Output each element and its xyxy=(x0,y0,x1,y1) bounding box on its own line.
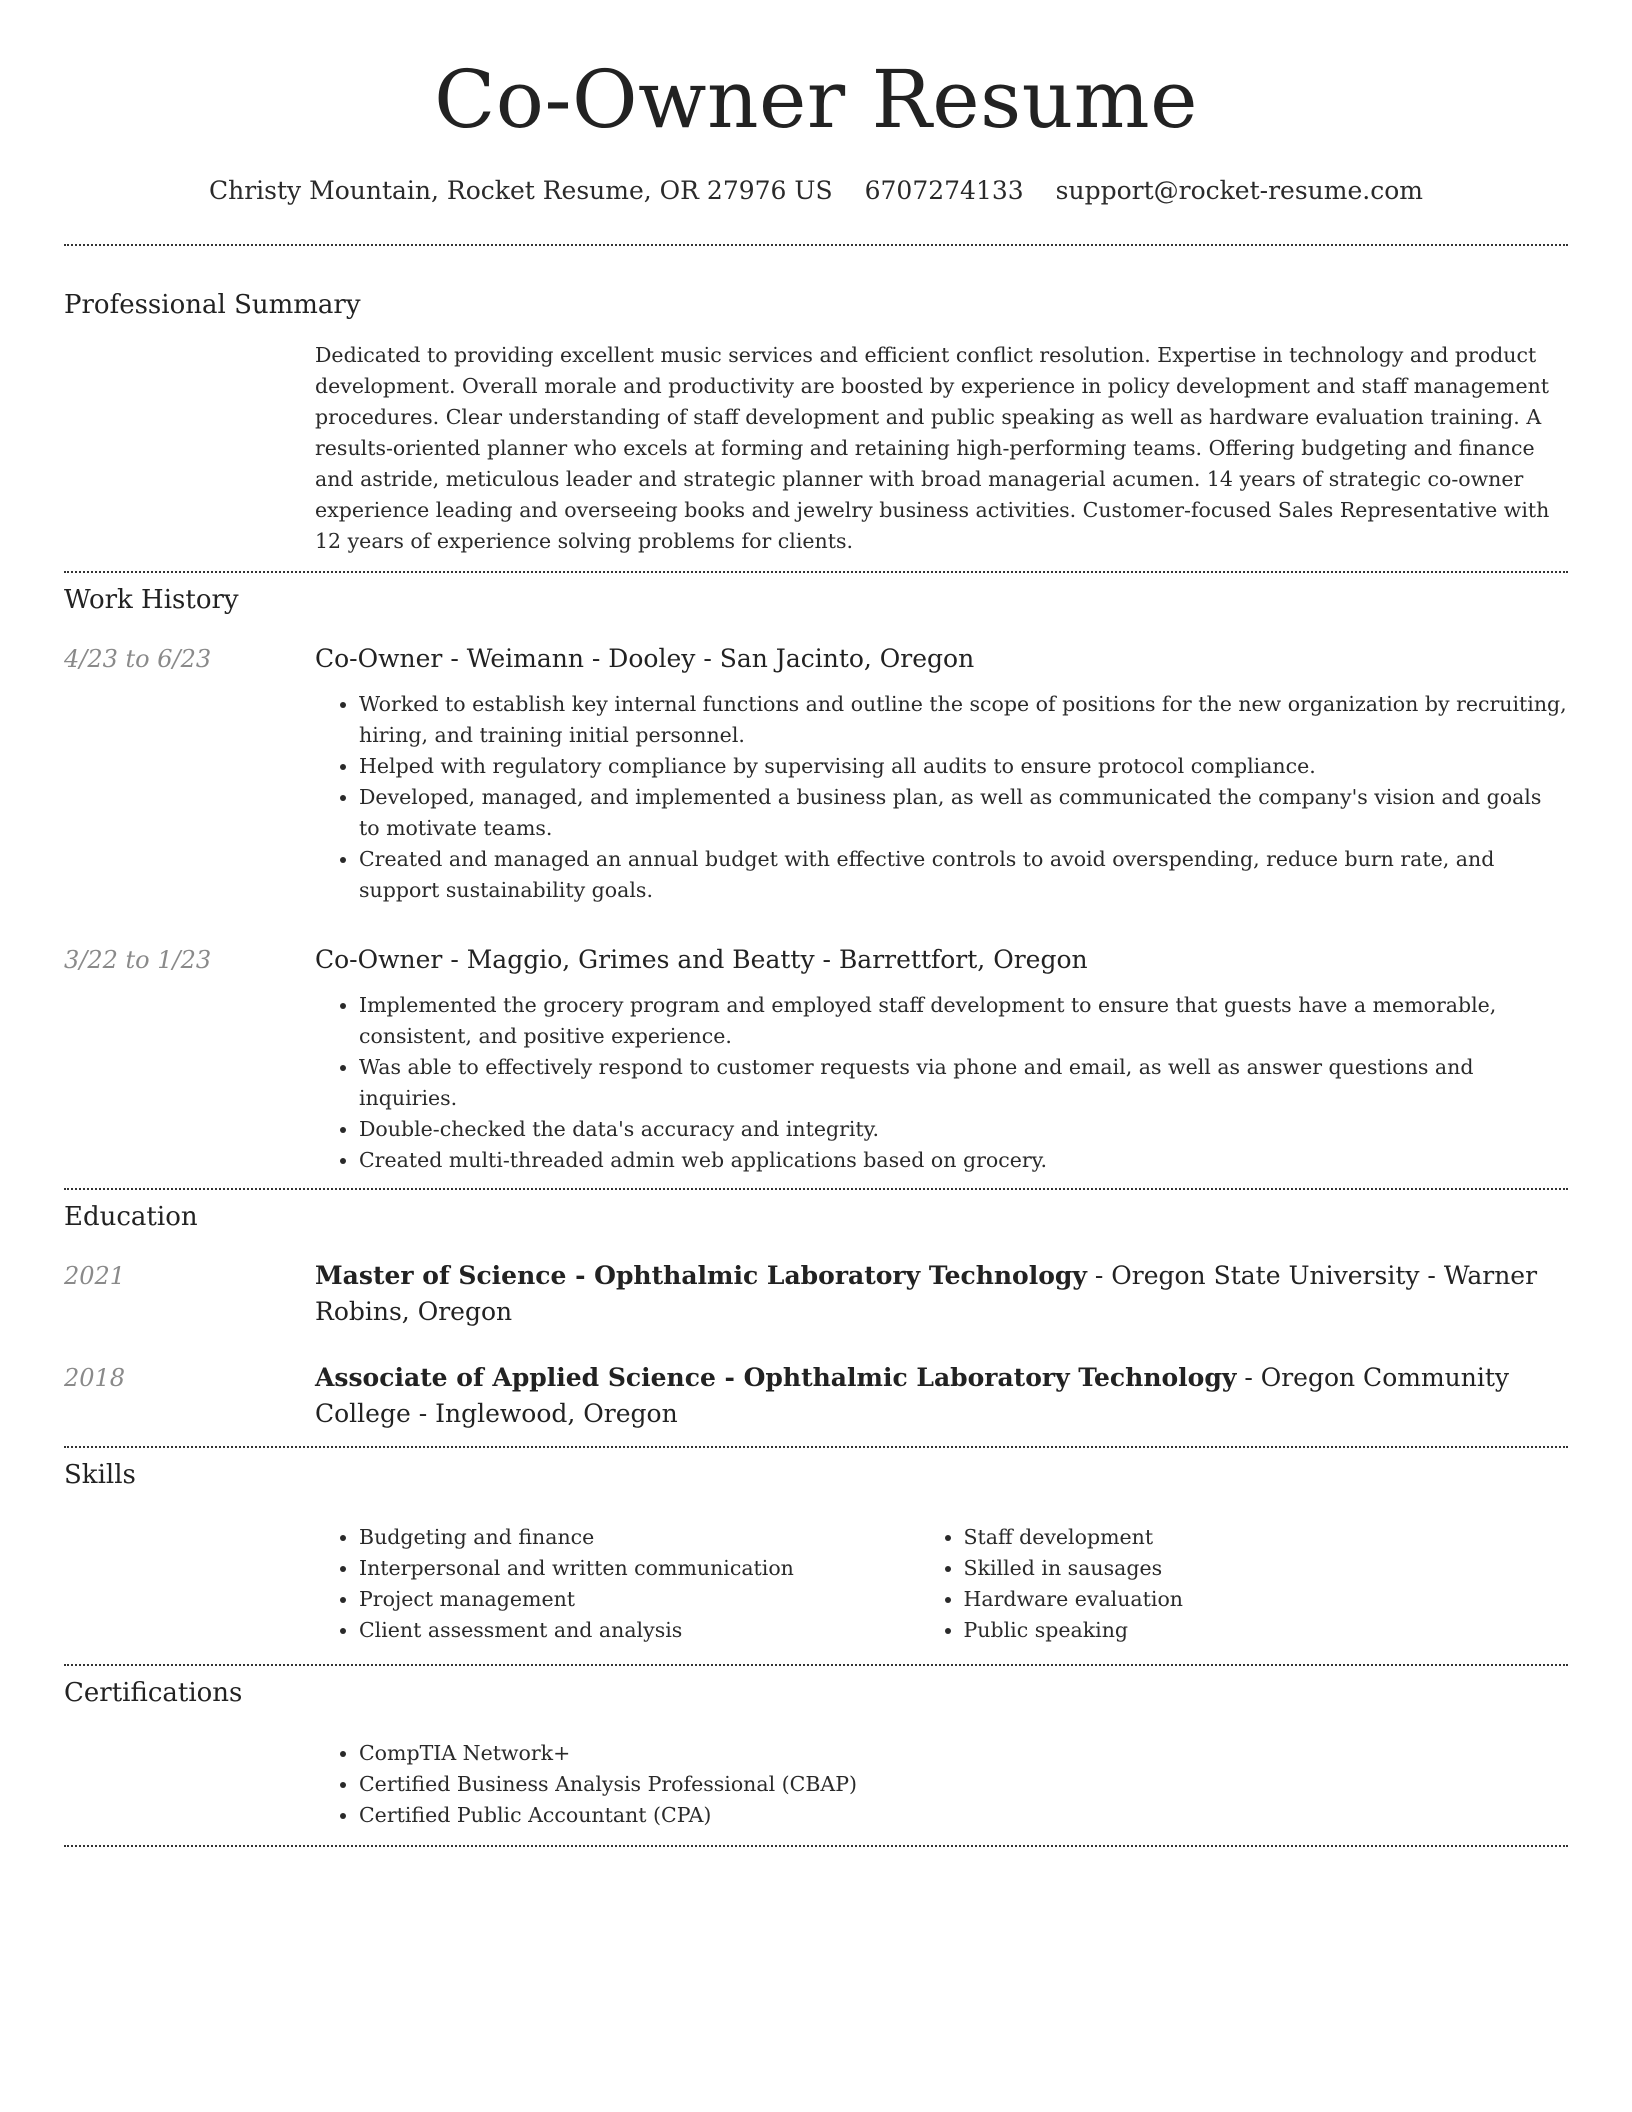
education-entry-date: 2018 xyxy=(64,1364,126,1392)
summary-text: Dedicated to providing excellent music services and efficient conflict resolution. Expertise in technology and product development. Overall morale and productivity are boosted by experience in policy development and staff management procedures. Clear understanding of staff development and public speaking as well as hardware evaluation training. A results-oriented planner who excels at forming and retaining high-performing teams. Offering budgeting and finance and astride, meticulous leader and strategic planner with broad managerial acumen. 14 years of strategic co-owner experience leading and overseeing books and jewelry business activities. Customer-focused Sales Representative with 12 years of experience solving problems for clients. xyxy=(315,343,1550,553)
divider xyxy=(64,1845,1568,1847)
education-section xyxy=(64,1200,1568,1446)
skills-list-right xyxy=(964,1522,1569,1646)
work-history-section xyxy=(64,583,1568,1188)
summary-section xyxy=(64,288,1568,571)
summary-heading: Professional Summary xyxy=(64,290,361,320)
skills-columns xyxy=(315,1522,1568,1664)
divider xyxy=(64,1446,1568,1448)
education-entry-body xyxy=(315,1258,1568,1330)
list-item: • Project management xyxy=(359,1584,964,1615)
work-entry-date: 4/23 to 6/23 xyxy=(64,645,212,673)
list-item: • Certified Public Accountant (CPA) xyxy=(359,1800,1568,1831)
resume-title: Co-Owner Resume xyxy=(434,53,1198,146)
skills-list-left xyxy=(359,1522,964,1646)
list-item: • Created and managed an annual budget with effective controls to avoid overspending, reduce burn rate, and support sustainability goals. xyxy=(359,844,1568,906)
education-school: - Oregon Community College - Inglewood, Oregon xyxy=(315,1363,1510,1428)
education-entry-date: 2021 xyxy=(64,1262,126,1290)
skills-section xyxy=(64,1458,1568,1664)
list-item: • Staff development xyxy=(964,1522,1569,1553)
education-degree: Master of Science - Ophthalmic Laboratory Technology xyxy=(315,1261,1087,1290)
work-entry-bullets xyxy=(359,990,1568,1176)
work-entry xyxy=(64,942,1568,1188)
education-degree: Associate of Applied Science - Ophthalmic Laboratory Technology xyxy=(315,1363,1237,1392)
list-item: • Created multi-threaded admin web applications based on grocery. xyxy=(359,1145,1568,1176)
certifications-section xyxy=(64,1676,1568,1845)
list-item: • Hardware evaluation xyxy=(964,1584,1569,1615)
list-item: • Skilled in sausages xyxy=(964,1553,1569,1584)
work-entry-body xyxy=(315,641,1568,906)
certifications-list xyxy=(359,1738,1568,1845)
list-item: • Developed, managed, and implemented a business plan, as well as communicated the company's vision and goals to motivate teams. xyxy=(359,782,1568,844)
contact-address: Christy Mountain, Rocket Resume, OR 27976 US xyxy=(209,176,833,205)
work-entry-role: Co-Owner - Maggio, Grimes and Beatty - Barrettfort, Oregon xyxy=(315,945,1088,974)
work-history-heading: Work History xyxy=(64,585,239,615)
divider xyxy=(64,244,1568,246)
work-entry-date: 3/22 to 1/23 xyxy=(64,946,212,974)
divider xyxy=(64,1188,1568,1190)
contact-phone: 6707274133 xyxy=(864,176,1024,205)
list-item: • Interpersonal and written communication xyxy=(359,1553,964,1584)
list-item: • Helped with regulatory compliance by supervising all audits to ensure protocol compliance. xyxy=(359,751,1568,782)
list-item: • CompTIA Network+ xyxy=(359,1738,1568,1769)
list-item: • Worked to establish key internal functions and outline the scope of positions for the new organization by recruiting, hiring, and training initial personnel. xyxy=(359,689,1568,751)
education-entry-text xyxy=(315,1360,1568,1432)
education-school: - Oregon State University - Warner Robins, Oregon xyxy=(315,1261,1538,1326)
skills-heading: Skills xyxy=(64,1460,136,1490)
list-item: • Certified Business Analysis Professional (CBAP) xyxy=(359,1769,1568,1800)
certifications-heading: Certifications xyxy=(64,1678,243,1708)
education-entry xyxy=(64,1258,1568,1330)
list-item: • Client assessment and analysis xyxy=(359,1615,964,1646)
list-item: • Public speaking xyxy=(964,1615,1569,1646)
list-item: • Double-checked the data's accuracy and integrity. xyxy=(359,1114,1568,1145)
divider xyxy=(64,1664,1568,1666)
list-item: • Was able to effectively respond to customer requests via phone and email, as well as answer questions and inquiries. xyxy=(359,1052,1568,1114)
work-entry xyxy=(64,641,1568,906)
contact-line xyxy=(64,174,1568,208)
education-entry-text xyxy=(315,1258,1568,1330)
education-heading: Education xyxy=(64,1202,198,1232)
list-item: • Budgeting and finance xyxy=(359,1522,964,1553)
divider xyxy=(64,571,1568,573)
work-entry-bullets xyxy=(359,689,1568,906)
education-entry-body xyxy=(315,1360,1568,1432)
work-entry-role: Co-Owner - Weimann - Dooley - San Jacinto, Oregon xyxy=(315,644,975,673)
education-entry xyxy=(64,1360,1568,1446)
work-entry-body xyxy=(315,942,1568,1176)
contact-email: support@rocket-resume.com xyxy=(1055,176,1423,205)
list-item: • Implemented the grocery program and employed staff development to ensure that guests have a memorable, consistent, and positive experience. xyxy=(359,990,1568,1052)
